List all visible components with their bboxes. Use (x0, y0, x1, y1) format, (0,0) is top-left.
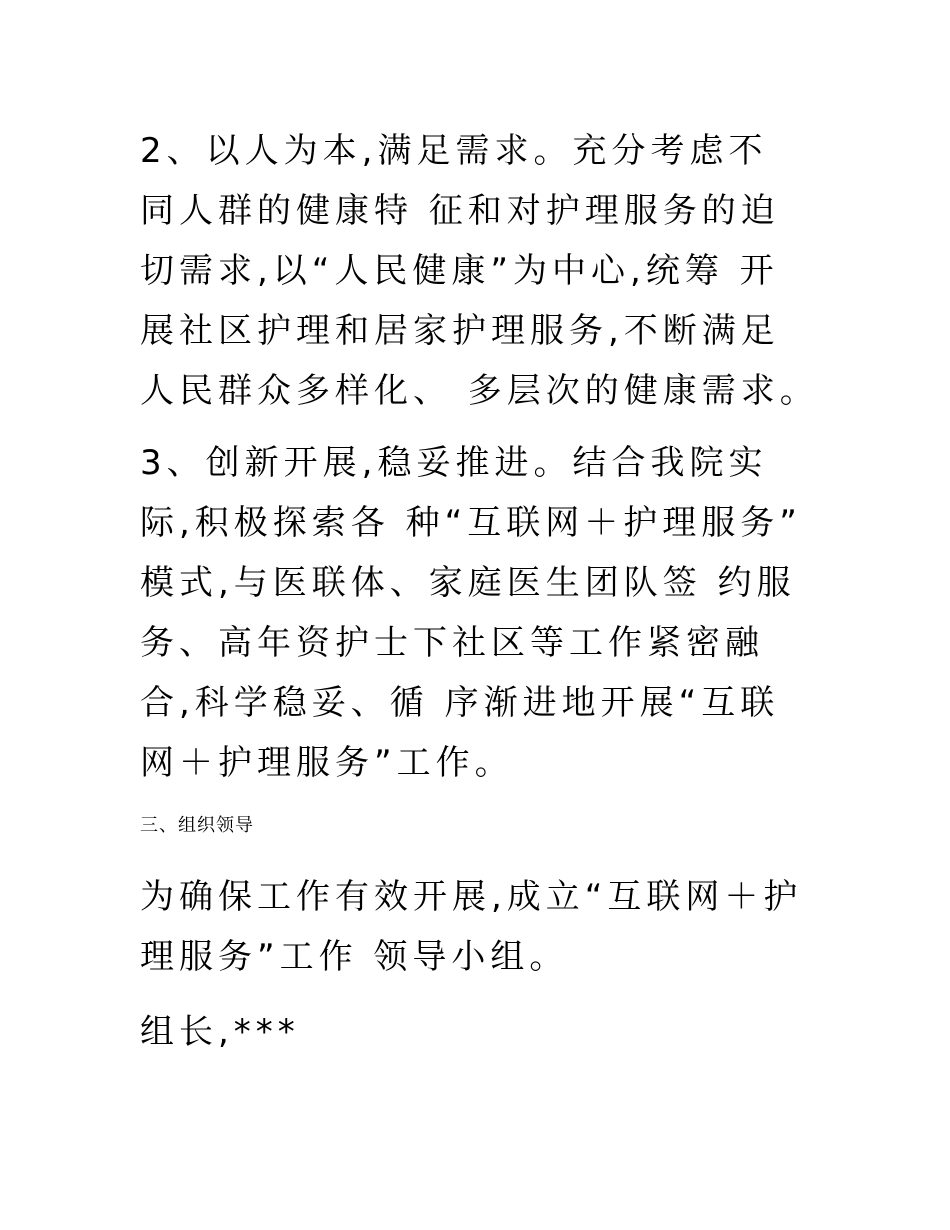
section-heading: 三、组织领导 (140, 815, 254, 836)
text-line: 网＋护理服务”工作。 (140, 743, 514, 783)
paragraph-leader (140, 1002, 300, 1062)
text-line: 为确保工作有效开展,成立“互联网＋护 (140, 877, 803, 917)
text-line: 合,科学稳妥、循 序渐进地开展“互联 (140, 683, 780, 723)
text-line: 模式,与医联体、家庭医生团队签 约服 (140, 563, 796, 603)
text-line: 务、高年资护士下社区等工作紧密融 (140, 623, 764, 663)
text-line: 2、以人为本,满足需求。充分考虑不 (140, 131, 768, 171)
text-line: 同人群的健康特 征和对护理服务的迫 (140, 191, 780, 231)
paragraph-people-oriented (140, 121, 819, 421)
text-line: 3、创新开展,稳妥推进。结合我院实 (140, 443, 768, 483)
text-line: 理服务”工作 领导小组。 (140, 937, 569, 977)
text-line: 际,积极探索各 种“互联网＋护理服务” (140, 503, 802, 543)
leader-line: 组长,*** (140, 1012, 300, 1052)
text-line: 切需求,以“人民健康”为中心,统筹 开 (140, 251, 779, 291)
paragraph-leadership-group (140, 867, 802, 987)
paragraph-innovation (140, 433, 802, 793)
text-line: 人民群众多样化、 多层次的健康需求。 (140, 371, 819, 411)
text-line: 展社区护理和居家护理服务,不断满足 (140, 311, 780, 351)
